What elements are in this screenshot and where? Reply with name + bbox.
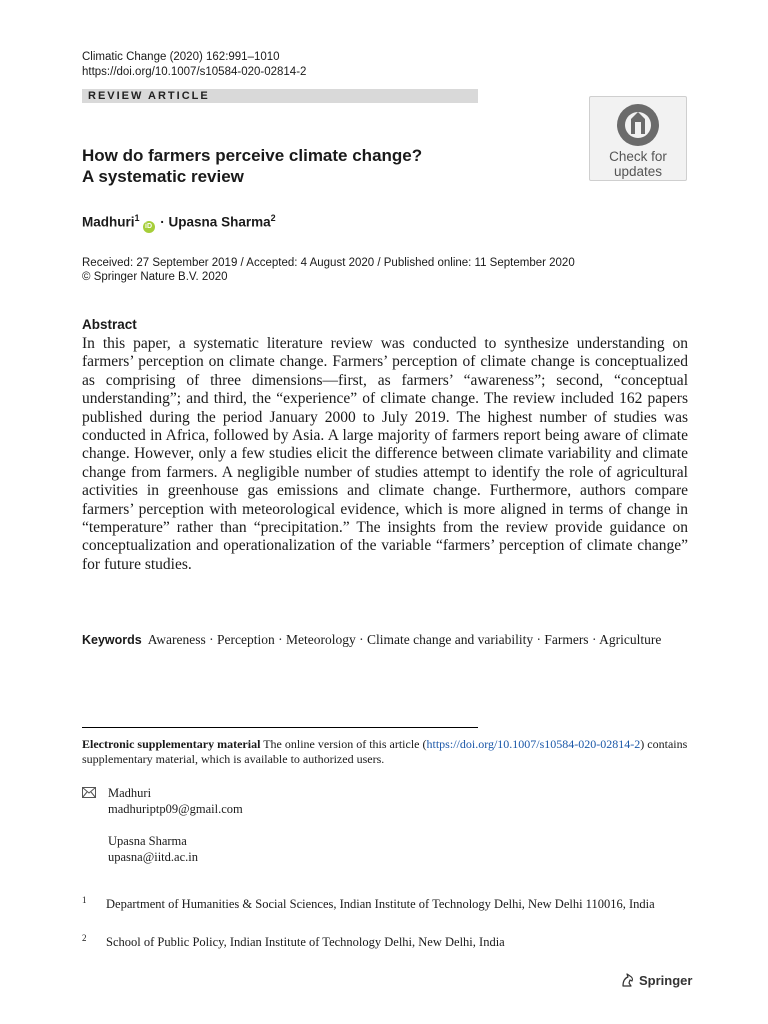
springer-horse-icon (620, 972, 636, 988)
envelope-icon (82, 787, 96, 802)
supplementary-text-before: The online version of this article ( (263, 737, 427, 751)
author-2-affiliation-ref: 2 (270, 213, 276, 223)
affiliation-number: 1 (82, 895, 87, 905)
copyright-symbol: © (82, 271, 91, 283)
journal-citation: Climatic Change (2020) 162:991–1010 (82, 51, 280, 63)
title-line-1: How do farmers perceive climate change? (82, 146, 423, 165)
author-1-name[interactable]: Madhuri (82, 214, 135, 230)
affiliation-number: 2 (82, 933, 87, 943)
publisher-name: Springer (639, 973, 693, 988)
check-for-updates-icon (611, 102, 665, 148)
abstract-text: In this paper, a systematic literature review was conducted to synthesize understanding on farmers’ perception on climate change. Farmers’ perception of climate change is conceptualized as comprising of three dimensions—first, as farmers’ “awareness”; second, “conceptual understanding”; and third, the “experience” of climate change. The review included 162 papers published during the period January 2000 to July 2019. The highest number of studies was conducted in Africa, followed by Asia. A large majority of farmers report being aware of climate change. However, only a few studies elicit the difference between climate variability and climate change from farmers. A negligible number of studies attempt to identify the role of agricultural activities in greenhouse gas emissions and climate change. Furthermore, authors compare farmers’ perception with meteorological evidence, which is more aligned in terms of change in “temperature” rather than “precipitation.” The insights from the review provide guidance on conceptualization and operationalization of the variable “farmers’ perception of climate change” for future studies. (82, 335, 688, 573)
keyword-item: Agriculture (599, 632, 662, 647)
contact-email[interactable]: madhuriptp09@gmail.com (108, 802, 243, 816)
supplementary-text-after: ) contains supplementary material, which is available to authorized users. (82, 737, 688, 766)
keyword-item: Awareness (147, 632, 206, 647)
affiliation-text: Department of Humanities & Social Sciences, Indian Institute of Technology Delhi, New Delhi 110016, India (106, 897, 655, 911)
author-2-name[interactable]: Upasna Sharma (168, 214, 271, 230)
keyword-item: Meteorology (286, 632, 356, 647)
journal-header (82, 50, 306, 80)
corresponding-contacts (108, 785, 243, 865)
footnote-divider (82, 727, 478, 728)
badge-line-2: updates (613, 164, 663, 179)
article-type-banner: REVIEW ARTICLE (82, 89, 478, 103)
author-1-affiliation-ref: 1 (134, 213, 140, 223)
keyword-item: Farmers (544, 632, 589, 647)
article-doi[interactable]: https://doi.org/10.1007/s10584-020-02814-2 (82, 66, 307, 78)
copyright-line (82, 270, 575, 284)
abstract-heading: Abstract (82, 317, 137, 332)
contact-name: Upasna Sharma (108, 834, 187, 848)
publisher-logo (620, 972, 692, 988)
affiliation-text: School of Public Policy, Indian Institute of Technology Delhi, New Delhi, India (106, 935, 505, 949)
copyright-holder: Springer Nature B.V. 2020 (93, 271, 228, 283)
supplementary-label: Electronic supplementary material (82, 737, 261, 751)
title-line-2: A systematic review (82, 167, 244, 186)
contact-name: Madhuri (108, 786, 152, 800)
supplementary-link[interactable]: https://doi.org/10.1007/s10584-020-02814-2 (426, 737, 641, 751)
author-list (82, 213, 276, 233)
author-separator: · (160, 214, 165, 230)
supplementary-note (82, 737, 688, 767)
keywords-section: Keywords Awareness · Perception · Meteorology · Climate change and variability · Farmers · Agriculture (82, 632, 662, 647)
publication-history (82, 256, 575, 284)
contact-email[interactable]: upasna@iitd.ac.in (108, 850, 198, 864)
keyword-item: Climate change and variability (367, 632, 534, 647)
keywords-label: Keywords (82, 633, 142, 647)
keyword-item: Perception (217, 632, 275, 647)
article-title (82, 145, 542, 187)
check-for-updates-badge[interactable] (589, 96, 687, 181)
history-dates: Received: 27 September 2019 / Accepted: 4 August 2020 / Published online: 11 September 2020 (82, 257, 575, 269)
orcid-icon[interactable]: iD (143, 221, 155, 233)
badge-line-1: Check for (609, 149, 667, 164)
